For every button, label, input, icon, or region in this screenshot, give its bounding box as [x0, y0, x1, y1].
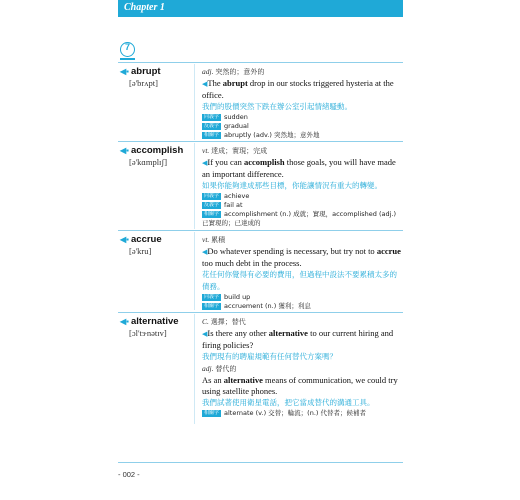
vocab-entry-accomplish [118, 141, 403, 229]
entry-divider [118, 312, 403, 313]
headword: ◀▪ abrupt [120, 66, 161, 77]
speaker-icon[interactable]: ◀▪ [120, 146, 129, 155]
vocab-entry-abrupt [118, 62, 403, 140]
column-divider [194, 143, 195, 229]
part-of-speech: C. 選擇；替代 [202, 317, 246, 326]
part-of-speech: vt. 達成；實現；完成 [202, 146, 268, 155]
entry-divider [118, 62, 403, 63]
part-of-speech-2: adj. 替代的 [202, 364, 237, 373]
footer-divider [118, 462, 403, 463]
pronunciation: [ə'kɑmplɪʃ] [129, 157, 168, 167]
chapter-header [118, 0, 403, 17]
vocab-entry-alternative [118, 312, 403, 424]
related-word: 相關字 accruement (n.) 獲利；利息 [204, 302, 311, 310]
related-word: 相關字 alternate (v.) 交替；輪流；(n.) 代替者；候補者 [204, 409, 366, 417]
entry-divider [118, 141, 403, 142]
example-sentence: ◀Do whatever spending is necessary, but try not to accrue too much debt in the process. [202, 246, 401, 268]
headword: ◀▪ accrue [120, 234, 162, 245]
example-translation: 我們的股價突然下跌在辦公室引起情緒騷動。 [202, 102, 352, 111]
speaker-icon[interactable]: ◀▪ [120, 235, 129, 244]
headword: ◀▪ accomplish [120, 145, 184, 156]
play-icon: ◀ [202, 80, 208, 88]
pronunciation: [ɔl'tɝnətɪv] [129, 328, 167, 338]
audio-track-icon[interactable] [120, 42, 135, 57]
related-word: 同義字 sudden [204, 113, 248, 121]
example-sentence-2: As an alternative means of communication, we could try using satellite phones. [202, 375, 398, 396]
related-word: 同義字 achieve [204, 192, 250, 200]
track-number: 7 [124, 42, 130, 52]
example-sentence: ◀Is there any other alternative to our current hiring and firing policies? [202, 328, 394, 350]
part-of-speech: adj. 突然的；意外的 [202, 67, 265, 76]
page-number: - 002 - [118, 470, 140, 479]
vocab-entry-accrue [118, 230, 403, 310]
play-icon: ◀ [202, 248, 208, 256]
track-underline [120, 58, 135, 60]
column-divider [194, 232, 195, 310]
chapter-title: Chapter 1 [124, 2, 165, 13]
column-divider [194, 314, 195, 424]
related-word: 反義字 gradual [204, 122, 249, 130]
play-icon: ◀ [202, 330, 208, 338]
related-word: 反義字 fail at [204, 201, 243, 209]
related-word: 同義字 build up [204, 293, 251, 301]
example-translation: 如果你能夠達成那些目標，你能讓情況有重大的轉變。 [202, 181, 382, 190]
column-divider [194, 64, 195, 140]
headword: ◀▪ alternative [120, 316, 179, 327]
example-sentence: ◀The abrupt drop in our stocks triggered hysteria at the office. [202, 78, 394, 100]
related-word: 相關字 abruptly (adv.) 突然地；意外地 [204, 131, 320, 139]
example-translation: 花任何你覺得有必要的費用，但過程中設法不要累積太多的債務。 [202, 270, 397, 291]
speaker-icon[interactable]: ◀▪ [120, 317, 129, 326]
play-icon: ◀ [202, 159, 208, 167]
example-translation-2: 我們試著使用衛星電話，把它當成替代的溝通工具。 [202, 398, 375, 407]
example-sentence: ◀If you can accomplish those goals, you will have made an important difference. [202, 157, 396, 179]
related-word: 相關字 accomplishment (n.) 成就；實現，accomplished (adj.) 已實現的；已達成的 [202, 210, 397, 227]
example-translation: 我們現有的聘雇規範有任何替代方案嗎？ [202, 352, 337, 361]
part-of-speech: vt. 累積 [202, 235, 226, 244]
speaker-icon[interactable]: ◀▪ [120, 67, 129, 76]
pronunciation: [ə'kru] [129, 246, 152, 256]
pronunciation: [ə'brʌpt] [129, 78, 158, 88]
entry-divider [118, 230, 403, 231]
